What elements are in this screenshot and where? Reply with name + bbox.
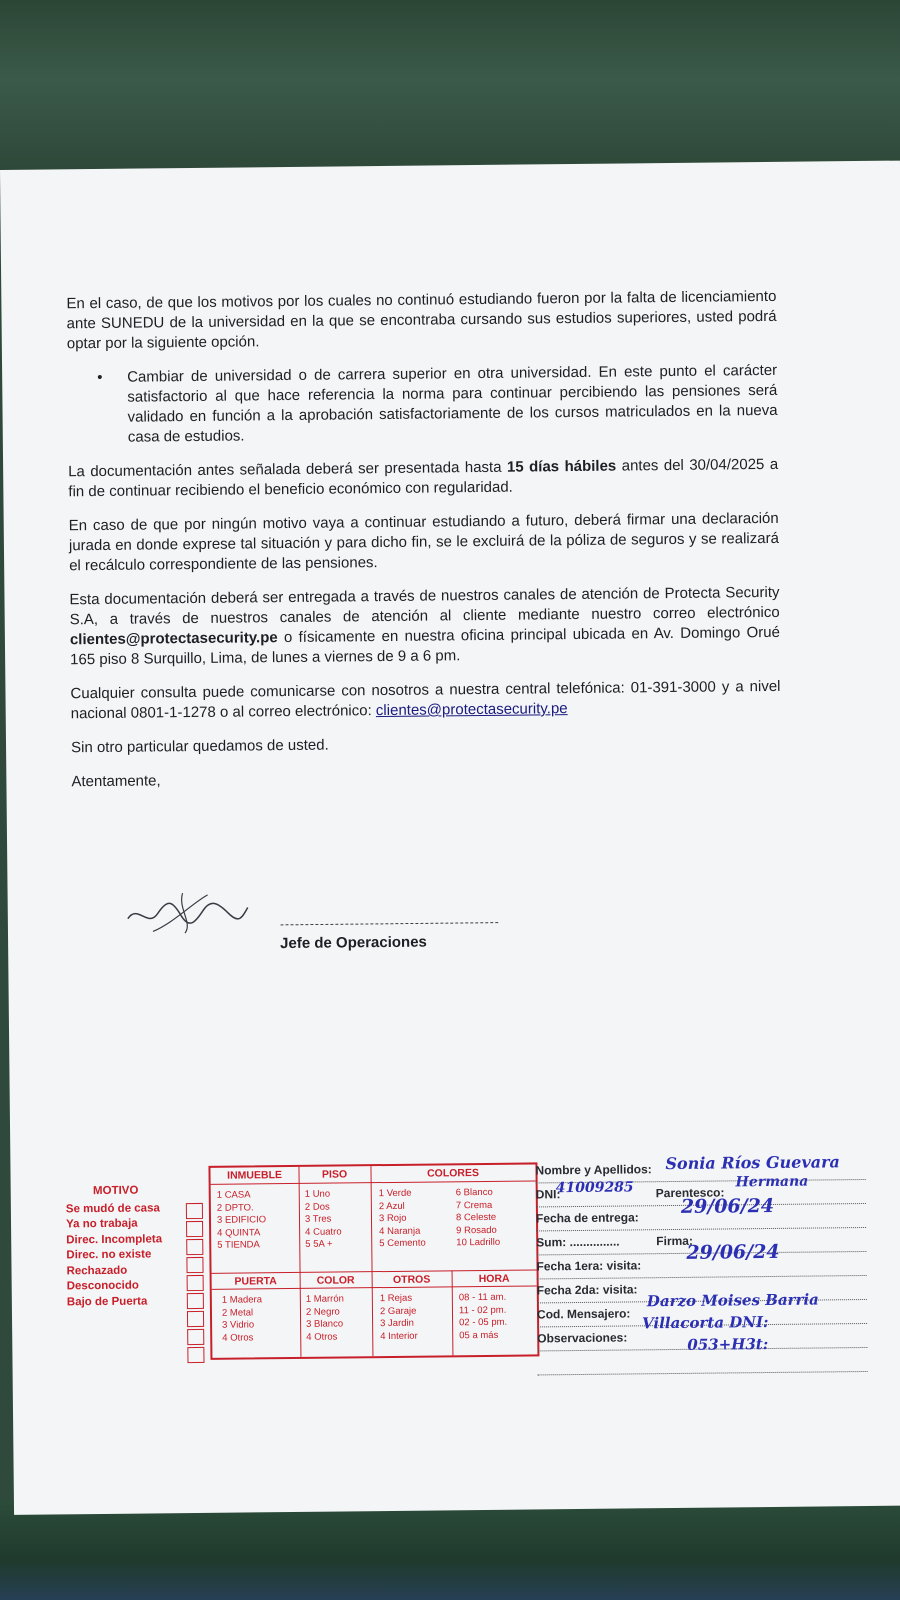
- firma-label: Firma:: [656, 1233, 694, 1249]
- hora-option: 02 - 05 pm.: [459, 1316, 508, 1329]
- color-option: 1 Verde: [378, 1187, 412, 1200]
- piso-option: 4 Cuatro: [305, 1225, 342, 1238]
- otros-option: 1 Rejas: [379, 1292, 413, 1305]
- header-otros: OTROS: [392, 1273, 431, 1286]
- fecha1-label: Fecha 1era: visita:: [536, 1258, 642, 1274]
- deadline-bold: 15 días hábiles: [506, 457, 617, 476]
- motivo-checkbox[interactable]: [186, 1239, 203, 1255]
- motivo-checkbox[interactable]: [187, 1329, 204, 1345]
- parentesco-label: Parentesco:: [655, 1185, 725, 1201]
- color-option: 2 Azul: [378, 1200, 405, 1212]
- wooden-background-bottom: [0, 1500, 900, 1600]
- header-inmueble: INMUEBLE: [227, 1169, 283, 1182]
- dni-label: DNI:: [535, 1187, 561, 1202]
- puerta-option: 3 Vidrio: [222, 1319, 255, 1331]
- header-puerta: PUERTA: [234, 1275, 277, 1288]
- handwritten-dni: 41009285: [555, 1179, 634, 1197]
- piso-option: 1 Uno: [304, 1188, 331, 1200]
- letter-body: [66, 287, 781, 806]
- contact-text: Cualquier consulta puede comunicarse con nosotros a nuestra central telefónica: 01-391-3000 y a nivel nacional 0801-1-1278 o al correo electrónico:: [70, 677, 781, 723]
- motivo-item: Bajo de Puerta: [66, 1295, 148, 1308]
- motivo-checkbox[interactable]: [187, 1275, 204, 1291]
- color-options: [306, 1293, 345, 1343]
- color-option: 1 Marrón: [305, 1293, 344, 1305]
- header-color: COLOR: [316, 1274, 355, 1287]
- color-option: 4 Naranja: [379, 1225, 421, 1237]
- header-piso: PISO: [321, 1168, 348, 1181]
- letter-sheet: [0, 161, 900, 1515]
- color-option: 8 Celeste: [455, 1211, 497, 1224]
- otros-option: 4 Interior: [380, 1330, 418, 1342]
- hora-options: [459, 1292, 508, 1343]
- color-option: 10 Ladrillo: [456, 1236, 501, 1249]
- signature-image: [122, 882, 253, 943]
- handwritten-parentesco: Hermana: [735, 1173, 809, 1191]
- motivo-checkbox[interactable]: [186, 1221, 203, 1237]
- hora-option: 05 a más: [459, 1329, 499, 1341]
- motivo-title: MOTIVO: [92, 1184, 139, 1198]
- colores-options-a: [379, 1188, 426, 1251]
- inmueble-options: [217, 1189, 267, 1252]
- puerta-option: 4 Otros: [222, 1331, 254, 1344]
- inmueble-option: 1 CASA: [216, 1189, 251, 1201]
- nombre-label: Nombre y Apellidos:: [535, 1162, 652, 1178]
- delivery-text-a: Esta documentación deberá ser entregada a través de nuestros canales de atención de Protecta Security S.A, a través de nuestros canales de atención al cliente mediante nuestro correo electrónico: [69, 583, 780, 629]
- paragraph-contact: [70, 677, 780, 724]
- handwritten-fecha-entrega: 29/06/24: [680, 1194, 775, 1218]
- piso-option: 3 Tres: [304, 1213, 332, 1225]
- handwritten-nombre: Sonia Ríos Guevara: [665, 1152, 840, 1174]
- delivery-form: [535, 1152, 867, 1375]
- otros-option: 2 Garaje: [379, 1305, 417, 1317]
- delivery-text-b: o físicamente en nuestra oficina principal ubicada en Av. Domingo Orué 165 piso 8 Surquillo, Lima, de lunes a viernes de 9 a 6 pm.: [70, 623, 780, 669]
- inmueble-option: 4 QUINTA: [217, 1226, 261, 1239]
- paragraph-declaration: En caso de que por ningún motivo vaya a continuar estudiando a futuro, deberá firmar una declaración jurada en donde exprese tal situación y para dicho fin, se le excluirá de la póliza de seguros y se realizará el recálculo correspondiente de las pensiones.: [68, 509, 779, 575]
- signature-title: Jefe de Operaciones: [280, 933, 427, 953]
- deadline-text-b: antes del 30/04/2025 a fin de continuar recibiendo el beneficio económico con regularidad.: [68, 455, 779, 501]
- color-option: 4 Otros: [306, 1331, 338, 1343]
- color-option: 5 Cemento: [379, 1237, 426, 1250]
- sum-label: Sum: ...............: [536, 1234, 620, 1250]
- motivo-checkbox[interactable]: [187, 1311, 204, 1327]
- email-bold: clientes@protectasecurity.pe: [69, 629, 278, 649]
- color-option: 2 Negro: [305, 1306, 340, 1318]
- paragraph-deadline: [68, 455, 778, 502]
- fecha-entrega-label: Fecha de entrega:: [535, 1210, 639, 1226]
- paragraph-delivery: [69, 583, 780, 670]
- deadline-text-a: La documentación antes señalada deberá ser presentada hasta: [68, 458, 508, 481]
- piso-option: 5 5A +: [305, 1238, 333, 1250]
- hora-option: 11 - 02 pm.: [458, 1304, 507, 1316]
- motivo-checkbox[interactable]: [187, 1293, 204, 1309]
- handwritten-obs2: 053+H3t:: [687, 1335, 769, 1354]
- inmueble-option: 2 DPTO.: [216, 1201, 254, 1214]
- header-colores: COLORES: [427, 1167, 480, 1180]
- motivo-item: Se mudó de casa: [65, 1201, 160, 1215]
- motivo-checkbox[interactable]: [187, 1347, 204, 1363]
- cod-label: Cod. Mensajero:: [536, 1306, 631, 1322]
- color-option: 3 Rojo: [378, 1212, 407, 1225]
- motivo-item: Direc. Incompleta: [66, 1232, 163, 1246]
- motivo-item: Rechazado: [66, 1264, 128, 1277]
- piso-option: 2 Dos: [304, 1201, 330, 1213]
- closing: Atentamente,: [71, 772, 161, 791]
- signature-line: --------------------------------------------: [279, 914, 500, 932]
- handwritten-cod: Darzo Moises Barria: [646, 1290, 819, 1311]
- color-option: 6 Blanco: [455, 1186, 493, 1199]
- paragraph-farewell: Sin otro particular quedamos de usted.: [70, 736, 329, 757]
- paragraph-sunedu: En el caso, de que los motivos por los cuales no continuó estudiando fueron por la falta de licenciamiento ante SUNEDU de la universidad en la que se encontraba cursando sus estudios superiores, usted podrá optar por la siguiente opción.: [66, 287, 777, 353]
- puerta-option: 1 Madera: [221, 1294, 263, 1306]
- handwritten-obs1: Villacorta DNI:: [642, 1313, 769, 1333]
- bullet-change-university: • Cambiar de universidad o de carrera superior en otra universidad. En este punto el carácter satisfactorio al que hace referencia la norma para continuar percibiendo las pensiones será validado en función a la aprobación satisfactoriamente de los cursos matriculados en la nueva casa de estudios.: [67, 361, 778, 448]
- colores-options-b: [456, 1187, 500, 1250]
- header-hora: HORA: [478, 1272, 510, 1286]
- property-form-grid: [208, 1162, 539, 1359]
- color-option: 7 Crema: [455, 1199, 493, 1211]
- motivo-item: Desconocido: [66, 1279, 139, 1293]
- email-link[interactable]: clientes@protectasecurity.pe: [375, 700, 568, 720]
- hora-option: 08 - 11 am.: [458, 1291, 507, 1304]
- inmueble-option: 5 TIENDA: [217, 1239, 260, 1251]
- inmueble-option: 3 EDIFICIO: [216, 1214, 267, 1226]
- fecha2-label: Fecha 2da: visita:: [536, 1282, 638, 1298]
- puerta-option: 2 Metal: [221, 1306, 254, 1319]
- motivo-checkbox[interactable]: [186, 1257, 203, 1273]
- otros-options: [380, 1293, 418, 1343]
- motivo-item: Direc. no existe: [66, 1248, 152, 1262]
- motivo-item: Ya no trabaja: [65, 1217, 138, 1231]
- motivo-checkbox[interactable]: [186, 1203, 203, 1219]
- motivo-checkboxes: [186, 1203, 205, 1365]
- handwritten-fecha1: 29/06/24: [686, 1240, 780, 1264]
- puerta-options: [222, 1294, 263, 1344]
- color-option: 3 Blanco: [306, 1318, 344, 1330]
- color-option: 9 Rosado: [456, 1224, 497, 1236]
- piso-options: [305, 1188, 342, 1251]
- otros-option: 3 Jardin: [380, 1317, 414, 1330]
- obs-label: Observaciones:: [537, 1330, 628, 1346]
